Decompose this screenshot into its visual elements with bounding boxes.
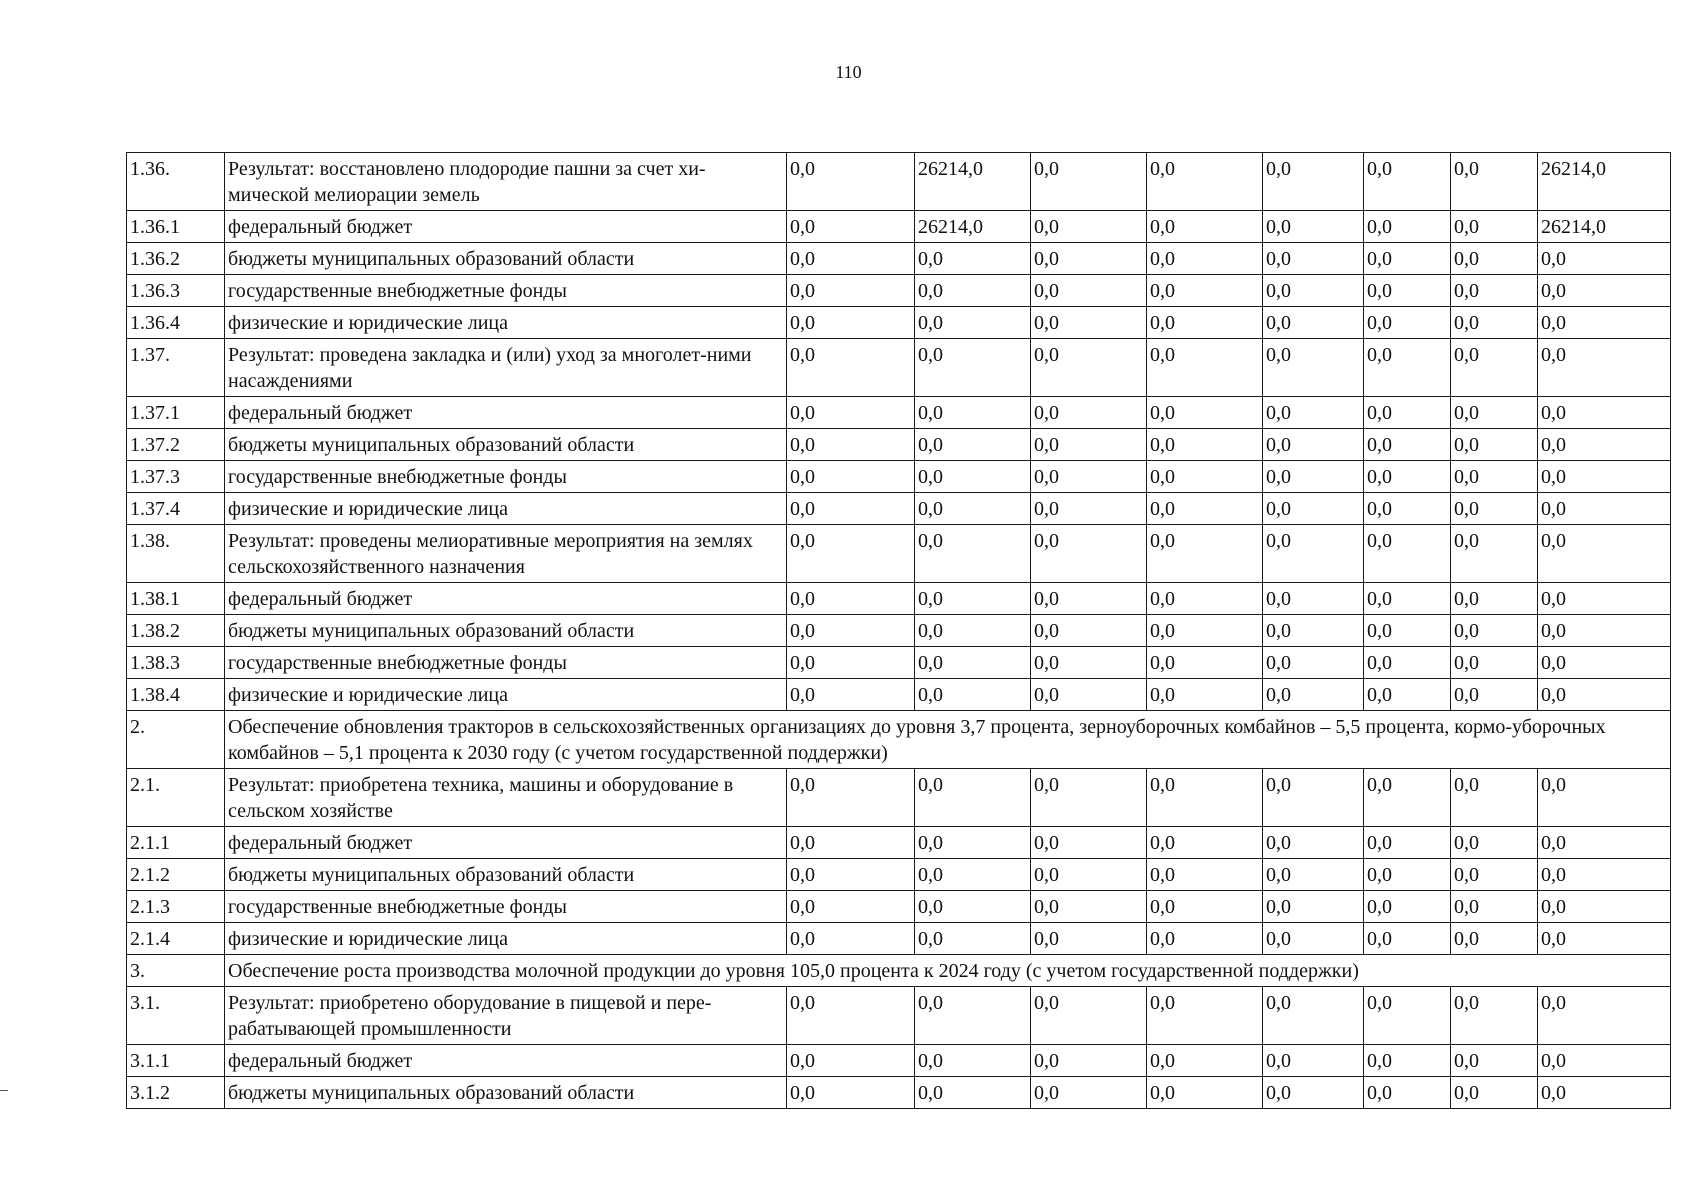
value-cell: 0,0: [1538, 827, 1671, 859]
table-row: [127, 275, 1671, 307]
value-cell: 0,0: [1451, 1077, 1538, 1109]
table-row: [127, 339, 1671, 397]
value-cell: 0,0: [1364, 153, 1451, 211]
value-cell: 0,0: [787, 307, 915, 339]
value-cell: 0,0: [915, 243, 1031, 275]
value-cell: 0,0: [915, 339, 1031, 397]
value-cell: 0,0: [1263, 429, 1364, 461]
row-number: 1.36.1: [127, 211, 225, 243]
value-cell: 0,0: [915, 827, 1031, 859]
table-row: [127, 987, 1671, 1045]
table-row: [127, 307, 1671, 339]
value-cell: 0,0: [915, 923, 1031, 955]
row-number: 1.37.1: [127, 397, 225, 429]
value-cell: 0,0: [1538, 583, 1671, 615]
value-cell: 0,0: [1263, 859, 1364, 891]
value-cell: 0,0: [1263, 307, 1364, 339]
value-cell: 0,0: [1031, 397, 1147, 429]
value-cell: 0,0: [1538, 397, 1671, 429]
value-cell: 0,0: [1263, 923, 1364, 955]
value-cell: 0,0: [1031, 275, 1147, 307]
value-cell: 0,0: [1451, 493, 1538, 525]
value-cell: 0,0: [787, 211, 915, 243]
value-cell: 0,0: [1451, 275, 1538, 307]
value-cell: 26214,0: [915, 153, 1031, 211]
value-cell: 0,0: [1364, 859, 1451, 891]
value-cell: 0,0: [1147, 769, 1263, 827]
value-cell: 0,0: [787, 243, 915, 275]
value-cell: 0,0: [1031, 987, 1147, 1045]
section-heading: Обеспечение обновления тракторов в сельскохозяйственных организациях до уровня 3,7 процента, зерноуборочных комбайнов – 5,5 процента, кормо-уборочных комбайнов – 5,1 процента к 2030 году (с учетом государственной поддержки): [225, 711, 1671, 769]
value-cell: 0,0: [1147, 211, 1263, 243]
value-cell: 0,0: [1364, 211, 1451, 243]
value-cell: 0,0: [1147, 987, 1263, 1045]
value-cell: 0,0: [1451, 583, 1538, 615]
value-cell: 0,0: [1031, 211, 1147, 243]
table-body: [127, 153, 1671, 1109]
value-cell: 0,0: [915, 525, 1031, 583]
table-row: [127, 429, 1671, 461]
row-number: 1.37.3: [127, 461, 225, 493]
row-number: 2.1.2: [127, 859, 225, 891]
value-cell: 0,0: [1451, 339, 1538, 397]
value-cell: 0,0: [1147, 827, 1263, 859]
row-number: 1.38.1: [127, 583, 225, 615]
value-cell: 0,0: [1364, 429, 1451, 461]
value-cell: 0,0: [1147, 1077, 1263, 1109]
value-cell: 0,0: [1263, 493, 1364, 525]
value-cell: 0,0: [1031, 1045, 1147, 1077]
value-cell: 0,0: [1364, 339, 1451, 397]
value-cell: 0,0: [1364, 307, 1451, 339]
table-row: [127, 647, 1671, 679]
row-number: 1.36.2: [127, 243, 225, 275]
row-label: Результат: проведена закладка и (или) уход за многолет-ними насаждениями: [225, 339, 787, 397]
value-cell: 0,0: [1031, 923, 1147, 955]
row-label: федеральный бюджет: [225, 827, 787, 859]
value-cell: 0,0: [1364, 647, 1451, 679]
value-cell: 0,0: [787, 397, 915, 429]
value-cell: 0,0: [915, 891, 1031, 923]
value-cell: 0,0: [915, 461, 1031, 493]
value-cell: 0,0: [787, 153, 915, 211]
value-cell: 0,0: [915, 679, 1031, 711]
value-cell: 0,0: [787, 525, 915, 583]
value-cell: 0,0: [915, 615, 1031, 647]
value-cell: 0,0: [1263, 1045, 1364, 1077]
table-row: [127, 525, 1671, 583]
value-cell: 0,0: [1364, 987, 1451, 1045]
table-row: [127, 679, 1671, 711]
row-label: физические и юридические лица: [225, 923, 787, 955]
value-cell: 0,0: [1451, 461, 1538, 493]
value-cell: 0,0: [915, 429, 1031, 461]
row-number: 2.1.1: [127, 827, 225, 859]
value-cell: 0,0: [1031, 525, 1147, 583]
table-row: [127, 461, 1671, 493]
value-cell: 0,0: [1147, 339, 1263, 397]
value-cell: 0,0: [1538, 891, 1671, 923]
value-cell: 0,0: [1364, 769, 1451, 827]
value-cell: 0,0: [787, 1077, 915, 1109]
value-cell: 0,0: [787, 1045, 915, 1077]
value-cell: 0,0: [1538, 243, 1671, 275]
row-number: 3.1.1: [127, 1045, 225, 1077]
value-cell: 0,0: [1031, 827, 1147, 859]
table-row: [127, 711, 1671, 769]
value-cell: 0,0: [1364, 275, 1451, 307]
row-label: федеральный бюджет: [225, 583, 787, 615]
value-cell: 0,0: [1031, 153, 1147, 211]
value-cell: 0,0: [1147, 461, 1263, 493]
value-cell: 0,0: [1031, 583, 1147, 615]
value-cell: 0,0: [1364, 461, 1451, 493]
budget-table-container: [126, 152, 1671, 1109]
value-cell: 0,0: [1147, 647, 1263, 679]
row-number: 2.1.: [127, 769, 225, 827]
value-cell: 0,0: [787, 987, 915, 1045]
value-cell: 0,0: [1451, 429, 1538, 461]
row-label: государственные внебюджетные фонды: [225, 275, 787, 307]
value-cell: 0,0: [1147, 275, 1263, 307]
value-cell: 0,0: [1263, 987, 1364, 1045]
value-cell: 0,0: [915, 275, 1031, 307]
value-cell: 0,0: [1147, 429, 1263, 461]
value-cell: 0,0: [787, 493, 915, 525]
value-cell: 0,0: [1263, 153, 1364, 211]
value-cell: 0,0: [1451, 307, 1538, 339]
value-cell: 0,0: [1031, 307, 1147, 339]
row-label: государственные внебюджетные фонды: [225, 647, 787, 679]
value-cell: 0,0: [915, 647, 1031, 679]
value-cell: 0,0: [1263, 769, 1364, 827]
value-cell: 0,0: [787, 647, 915, 679]
row-number: 1.38.2: [127, 615, 225, 647]
row-label: Результат: приобретена техника, машины и оборудование в сельском хозяйстве: [225, 769, 787, 827]
value-cell: 0,0: [1451, 243, 1538, 275]
value-cell: 0,0: [787, 429, 915, 461]
value-cell: 0,0: [1538, 339, 1671, 397]
value-cell: 0,0: [1147, 493, 1263, 525]
value-cell: 26214,0: [1538, 211, 1671, 243]
value-cell: 0,0: [787, 827, 915, 859]
value-cell: 0,0: [1263, 211, 1364, 243]
value-cell: 0,0: [1031, 647, 1147, 679]
value-cell: 0,0: [1031, 1077, 1147, 1109]
value-cell: 0,0: [1263, 243, 1364, 275]
table-row: [127, 211, 1671, 243]
margin-mark: [0, 1090, 8, 1091]
value-cell: 0,0: [1147, 243, 1263, 275]
value-cell: 0,0: [1451, 827, 1538, 859]
row-number: 1.38.: [127, 525, 225, 583]
value-cell: 0,0: [1451, 987, 1538, 1045]
section-heading: Обеспечение роста производства молочной продукции до уровня 105,0 процента к 2024 году (с учетом государственной поддержки): [225, 955, 1671, 987]
value-cell: 0,0: [1031, 493, 1147, 525]
value-cell: 0,0: [1364, 827, 1451, 859]
value-cell: 0,0: [1538, 923, 1671, 955]
value-cell: 0,0: [915, 1077, 1031, 1109]
row-label: бюджеты муниципальных образований области: [225, 243, 787, 275]
value-cell: 0,0: [1538, 461, 1671, 493]
value-cell: 0,0: [1451, 769, 1538, 827]
value-cell: 0,0: [1147, 679, 1263, 711]
row-label: Результат: приобретено оборудование в пищевой и пере-рабатывающей промышленности: [225, 987, 787, 1045]
table-row: [127, 493, 1671, 525]
value-cell: 0,0: [1538, 679, 1671, 711]
value-cell: 0,0: [915, 987, 1031, 1045]
row-label: федеральный бюджет: [225, 211, 787, 243]
value-cell: 0,0: [915, 1045, 1031, 1077]
value-cell: 0,0: [1031, 679, 1147, 711]
value-cell: 0,0: [1263, 583, 1364, 615]
value-cell: 0,0: [1263, 461, 1364, 493]
value-cell: 0,0: [1451, 615, 1538, 647]
value-cell: 0,0: [1031, 891, 1147, 923]
row-number: 3.: [127, 955, 225, 987]
value-cell: 0,0: [1263, 615, 1364, 647]
row-label: бюджеты муниципальных образований области: [225, 429, 787, 461]
value-cell: 0,0: [1031, 339, 1147, 397]
value-cell: 0,0: [1364, 1045, 1451, 1077]
table-row: [127, 859, 1671, 891]
value-cell: 0,0: [787, 923, 915, 955]
value-cell: 0,0: [1451, 153, 1538, 211]
value-cell: 0,0: [1364, 583, 1451, 615]
value-cell: 0,0: [1451, 679, 1538, 711]
row-label: физические и юридические лица: [225, 493, 787, 525]
value-cell: 0,0: [787, 339, 915, 397]
table-row: [127, 891, 1671, 923]
row-label: федеральный бюджет: [225, 397, 787, 429]
value-cell: 0,0: [1538, 1045, 1671, 1077]
row-label: физические и юридические лица: [225, 679, 787, 711]
value-cell: 0,0: [1451, 859, 1538, 891]
value-cell: 0,0: [1263, 647, 1364, 679]
table-row: [127, 243, 1671, 275]
value-cell: 0,0: [1364, 525, 1451, 583]
row-label: физические и юридические лица: [225, 307, 787, 339]
value-cell: 0,0: [1538, 859, 1671, 891]
value-cell: 0,0: [1538, 307, 1671, 339]
table-row: [127, 397, 1671, 429]
row-number: 2.1.3: [127, 891, 225, 923]
value-cell: 0,0: [787, 679, 915, 711]
row-label: государственные внебюджетные фонды: [225, 461, 787, 493]
value-cell: 0,0: [1031, 429, 1147, 461]
value-cell: 0,0: [787, 891, 915, 923]
value-cell: 0,0: [1263, 891, 1364, 923]
value-cell: 0,0: [787, 859, 915, 891]
value-cell: 0,0: [1364, 243, 1451, 275]
table-row: [127, 615, 1671, 647]
value-cell: 0,0: [1364, 679, 1451, 711]
row-number: 1.37.: [127, 339, 225, 397]
row-label: государственные внебюджетные фонды: [225, 891, 787, 923]
row-number: 1.37.2: [127, 429, 225, 461]
value-cell: 0,0: [1451, 891, 1538, 923]
value-cell: 0,0: [1147, 1045, 1263, 1077]
value-cell: 0,0: [915, 493, 1031, 525]
value-cell: 0,0: [787, 615, 915, 647]
row-number: 2.1.4: [127, 923, 225, 955]
value-cell: 0,0: [1263, 275, 1364, 307]
table-row: [127, 1077, 1671, 1109]
value-cell: 0,0: [1451, 397, 1538, 429]
row-number: 2.: [127, 711, 225, 769]
row-label: Результат: восстановлено плодородие пашни за счет хи-мической мелиорации земель: [225, 153, 787, 211]
row-number: 3.1.: [127, 987, 225, 1045]
value-cell: 0,0: [1538, 987, 1671, 1045]
value-cell: 0,0: [1364, 493, 1451, 525]
value-cell: 26214,0: [915, 211, 1031, 243]
value-cell: 0,0: [1451, 211, 1538, 243]
value-cell: 0,0: [1147, 891, 1263, 923]
value-cell: 0,0: [1538, 615, 1671, 647]
value-cell: 0,0: [1364, 615, 1451, 647]
value-cell: 0,0: [915, 583, 1031, 615]
value-cell: 0,0: [1031, 769, 1147, 827]
value-cell: 0,0: [1147, 307, 1263, 339]
value-cell: 0,0: [1538, 275, 1671, 307]
page-number: 110: [835, 62, 862, 82]
table-row: [127, 1045, 1671, 1077]
value-cell: 0,0: [1364, 891, 1451, 923]
table-row: [127, 153, 1671, 211]
row-label: бюджеты муниципальных образований области: [225, 859, 787, 891]
value-cell: 0,0: [1147, 923, 1263, 955]
value-cell: 0,0: [915, 397, 1031, 429]
value-cell: 0,0: [1147, 859, 1263, 891]
row-number: 1.38.3: [127, 647, 225, 679]
value-cell: 0,0: [1538, 493, 1671, 525]
value-cell: 0,0: [1031, 859, 1147, 891]
value-cell: 26214,0: [1538, 153, 1671, 211]
value-cell: 0,0: [1364, 397, 1451, 429]
row-label: бюджеты муниципальных образований области: [225, 1077, 787, 1109]
value-cell: 0,0: [1147, 397, 1263, 429]
table-row: [127, 583, 1671, 615]
value-cell: 0,0: [1538, 429, 1671, 461]
value-cell: 0,0: [787, 461, 915, 493]
value-cell: 0,0: [1451, 1045, 1538, 1077]
value-cell: 0,0: [1031, 615, 1147, 647]
row-label: федеральный бюджет: [225, 1045, 787, 1077]
value-cell: 0,0: [1147, 153, 1263, 211]
value-cell: 0,0: [1263, 679, 1364, 711]
value-cell: 0,0: [915, 307, 1031, 339]
value-cell: 0,0: [1538, 1077, 1671, 1109]
row-number: 1.36.: [127, 153, 225, 211]
table-row: [127, 827, 1671, 859]
value-cell: 0,0: [1263, 1077, 1364, 1109]
value-cell: 0,0: [1451, 647, 1538, 679]
value-cell: 0,0: [1364, 923, 1451, 955]
value-cell: 0,0: [1451, 923, 1538, 955]
value-cell: 0,0: [787, 583, 915, 615]
value-cell: 0,0: [1451, 525, 1538, 583]
row-number: 1.38.4: [127, 679, 225, 711]
table-row: [127, 955, 1671, 987]
table-row: [127, 923, 1671, 955]
value-cell: 0,0: [1538, 769, 1671, 827]
value-cell: 0,0: [787, 769, 915, 827]
value-cell: 0,0: [1263, 827, 1364, 859]
value-cell: 0,0: [1538, 525, 1671, 583]
table-row: [127, 769, 1671, 827]
value-cell: 0,0: [915, 769, 1031, 827]
value-cell: 0,0: [1263, 339, 1364, 397]
value-cell: 0,0: [1147, 615, 1263, 647]
row-number: 1.36.4: [127, 307, 225, 339]
row-label: Результат: проведены мелиоративные мероприятия на землях сельскохозяйственного назначения: [225, 525, 787, 583]
value-cell: 0,0: [1538, 647, 1671, 679]
value-cell: 0,0: [1263, 525, 1364, 583]
value-cell: 0,0: [1147, 583, 1263, 615]
value-cell: 0,0: [915, 859, 1031, 891]
row-number: 1.36.3: [127, 275, 225, 307]
value-cell: 0,0: [1263, 397, 1364, 429]
value-cell: 0,0: [1147, 525, 1263, 583]
budget-table: [126, 152, 1671, 1109]
value-cell: 0,0: [787, 275, 915, 307]
row-label: бюджеты муниципальных образований области: [225, 615, 787, 647]
value-cell: 0,0: [1031, 461, 1147, 493]
row-number: 3.1.2: [127, 1077, 225, 1109]
row-number: 1.37.4: [127, 493, 225, 525]
value-cell: 0,0: [1364, 1077, 1451, 1109]
value-cell: 0,0: [1031, 243, 1147, 275]
